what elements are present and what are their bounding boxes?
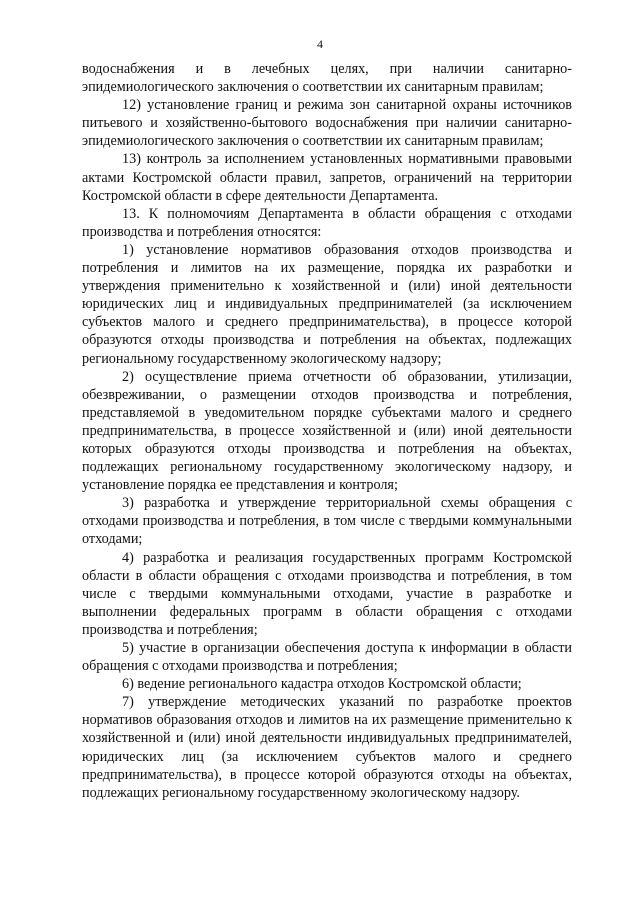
paragraph-item-2: 2) осуществление приема отчетности об образовании, утилизации, обезвреживании, о размещении отходов производства и потребления, представляемой в уведомительном порядке субъектами малого и среднего предпринимательства, в процессе хозяйственной и (или) иной деятельности которых образуются отходы производства и потребления на объектах, подлежащих региональному государственному экологическому надзору, и установление порядка ее представления и контроля; <box>82 368 572 494</box>
paragraph-item-12: 12) установление границ и режима зон санитарной охраны источников питьевого и хозяйственно-бытового водоснабжения при наличии санитарно-эпидемиологического заключения о соответствии их санитарным правилам; <box>82 97 572 150</box>
paragraph-item-3: 3) разработка и утверждение территориальной схемы обращения с отходами производства и потребления, в том числе с твердыми коммунальными отходами; <box>82 495 572 548</box>
paragraph-item-6: 6) ведение регионального кадастра отходов Костромской области; <box>122 676 522 693</box>
document-body <box>82 60 572 802</box>
paragraph-item-7: 7) утверждение методических указаний по разработке проектов нормативов образования отходов и лимитов на их размещение применительно к хозяйственной и (или) иной деятельности индивидуальных предпринимателей, юридических лиц (за исключением субъектов малого и среднего предпринимательства), в процессе которой образуются отходы на объектах, подлежащих региональному государственному экологическому надзору. <box>82 694 572 801</box>
paragraph-item-4: 4) разработка и реализация государственных программ Костромской области в области обращения с отходами производства и потребления, в том числе с твердыми коммунальными отходами, участие в разработке и выполнении федеральных программ в области обращения с отходами производства и потребления; <box>82 549 572 638</box>
paragraph-item-1: 1) установление нормативов образования отходов производства и потребления и лимитов на их размещение, порядка их разработки и утверждения применительно к хозяйственной и (или) иной деятельности юридических лиц и индивидуальных предпринимателей (за исключением субъектов малого и среднего предпринимательства), в процессе которой образуются отходы производства и потребления на объектах, подлежащих региональному государственному экологическому надзору; <box>82 241 572 367</box>
page-number: 4 <box>317 37 323 51</box>
paragraph-item-13: 13) контроль за исполнением установленных нормативными правовыми актами Костромской области правил, запретов, ограничений на территории Костромской области в сфере деятельности Департамента. <box>82 151 572 204</box>
paragraph-item-5: 5) участие в организации обеспечения доступа к информации в области обращения с отходами производства и потребления; <box>82 640 572 675</box>
paragraph-continuation: водоснабжения и в лечебных целях, при наличии санитарно-эпидемиологического заключения о соответствии их санитарным правилам; <box>82 61 572 96</box>
paragraph-section-13: 13. К полномочиям Департамента в области обращения с отходами производства и потребления относятся: <box>82 205 572 240</box>
